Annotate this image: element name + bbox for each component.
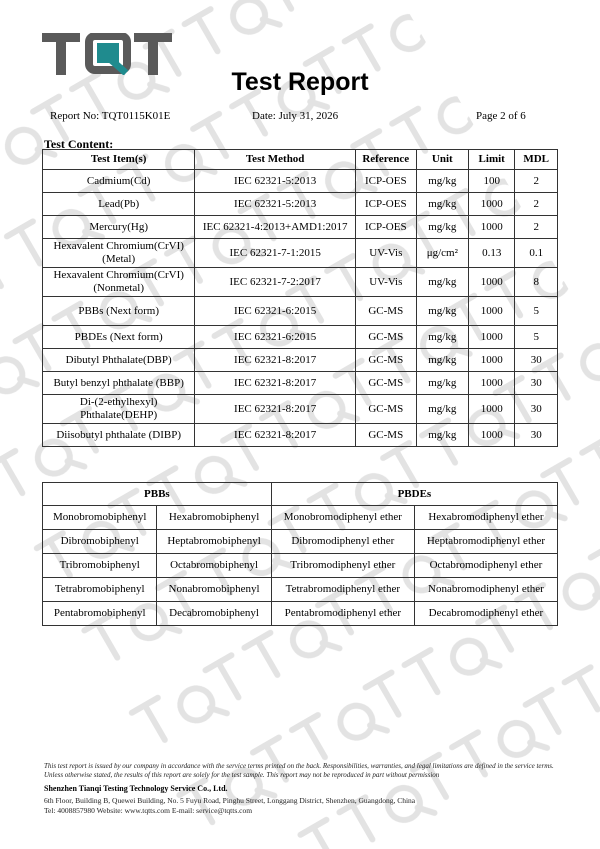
congener-cell: Pentabromodiphenyl ether (271, 602, 414, 626)
cell-mdl: 30 (515, 395, 558, 424)
cell-item: Di-(2-ethylhexyl) Phthalate(DEHP) (43, 395, 195, 424)
cell-limit: 0.13 (468, 239, 514, 268)
cell-unit: mg/kg (416, 395, 468, 424)
report-date: Date: July 31, 2026 (252, 110, 339, 122)
cell-ref: UV-Vis (355, 268, 416, 297)
cell-limit: 1000 (468, 372, 514, 395)
cell-unit: mg/kg (416, 297, 468, 326)
report-number: Report No: TQT0115K01E (50, 110, 171, 122)
cell-item: Lead(Pb) (43, 193, 195, 216)
cell-method: IEC 62321-7-1:2015 (195, 239, 356, 268)
congener-row (43, 506, 558, 530)
congener-cell: Monobromodiphenyl ether (271, 506, 414, 530)
test-content-table (42, 149, 558, 447)
cell-unit: mg/kg (416, 349, 468, 372)
cell-item: PBDEs (Next form) (43, 326, 195, 349)
cell-mdl: 5 (515, 326, 558, 349)
cell-item: Mercury(Hg) (43, 216, 195, 239)
table-row (43, 424, 558, 447)
company-contact: Tel: 4008857980 Website: www.tqtts.com E-mail: service@tqtts.com (44, 806, 253, 815)
congener-cell: Heptabromodiphenyl ether (414, 530, 557, 554)
cell-unit: mg/kg (416, 424, 468, 447)
cell-mdl: 2 (515, 193, 558, 216)
header-test-method: Test Method (195, 150, 356, 170)
cell-ref: GC-MS (355, 395, 416, 424)
congener-cell: Hexabromobiphenyl (157, 506, 271, 530)
table-row (43, 326, 558, 349)
congener-cell: Octabromodiphenyl ether (414, 554, 557, 578)
cell-unit: mg/kg (416, 326, 468, 349)
congener-row (43, 530, 558, 554)
cell-item: Butyl benzyl phthalate (BBP) (43, 372, 195, 395)
header-limit: Limit (468, 150, 514, 170)
congener-cell: Nonabromobiphenyl (157, 578, 271, 602)
congener-cell: Dibromodiphenyl ether (271, 530, 414, 554)
cell-method: IEC 62321-8:2017 (195, 349, 356, 372)
cell-mdl: 30 (515, 372, 558, 395)
congener-cell: Monobromobiphenyl (43, 506, 157, 530)
cell-limit: 1000 (468, 268, 514, 297)
cell-method: IEC 62321-8:2017 (195, 372, 356, 395)
congener-cell: Decabromodiphenyl ether (414, 602, 557, 626)
table-row (43, 268, 558, 297)
cell-limit: 1000 (468, 193, 514, 216)
congener-cell: Dibromobiphenyl (43, 530, 157, 554)
cell-mdl: 5 (515, 297, 558, 326)
congener-table (42, 482, 558, 626)
cell-limit: 100 (468, 170, 514, 193)
cell-item: Diisobutyl phthalate (DIBP) (43, 424, 195, 447)
table-row (43, 372, 558, 395)
header-unit: Unit (416, 150, 468, 170)
congener-row (43, 602, 558, 626)
cell-ref: GC-MS (355, 424, 416, 447)
congener-cell: Tetrabromobiphenyl (43, 578, 157, 602)
cell-item: Cadmium(Cd) (43, 170, 195, 193)
table-row (43, 297, 558, 326)
cell-method: IEC 62321-7-2:2017 (195, 268, 356, 297)
congener-row (43, 554, 558, 578)
cell-mdl: 2 (515, 216, 558, 239)
cell-ref: ICP-OES (355, 170, 416, 193)
cell-method: IEC 62321-6:2015 (195, 326, 356, 349)
header-pbbs: PBBs (43, 483, 272, 506)
cell-method: IEC 62321-4:2013+AMD1:2017 (195, 216, 356, 239)
cell-limit: 1000 (468, 326, 514, 349)
cell-limit: 1000 (468, 349, 514, 372)
cell-mdl: 30 (515, 349, 558, 372)
cell-item: Hexavalent Chromium(CrVI) (Metal) (43, 239, 195, 268)
table-row (43, 216, 558, 239)
cell-unit: mg/kg (416, 193, 468, 216)
company-name: Shenzhen Tianqi Testing Technology Service Co., Ltd. (44, 784, 228, 793)
congener-cell: Hexabromodiphenyl ether (414, 506, 557, 530)
cell-item: PBBs (Next form) (43, 297, 195, 326)
page-title: Test Report (231, 68, 369, 96)
cell-limit: 1000 (468, 297, 514, 326)
cell-method: IEC 62321-8:2017 (195, 424, 356, 447)
cell-ref: GC-MS (355, 372, 416, 395)
section-title: Test Content: (44, 137, 114, 151)
page-number: Page 2 of 6 (476, 110, 526, 122)
congener-cell: Tribromodiphenyl ether (271, 554, 414, 578)
table-row (43, 395, 558, 424)
cell-unit: mg/kg (416, 372, 468, 395)
congener-cell: Tetrabromodiphenyl ether (271, 578, 414, 602)
cell-method: IEC 62321-8:2017 (195, 395, 356, 424)
congener-cell: Nonabromodiphenyl ether (414, 578, 557, 602)
congener-cell: Decabromobiphenyl (157, 602, 271, 626)
cell-unit: mg/kg (416, 268, 468, 297)
table-row (43, 170, 558, 193)
cell-unit: μg/cm² (416, 239, 468, 268)
congener-row (43, 578, 558, 602)
cell-mdl: 0.1 (515, 239, 558, 268)
cell-ref: GC-MS (355, 349, 416, 372)
table-row (43, 193, 558, 216)
cell-limit: 1000 (468, 424, 514, 447)
disclaimer-text: This test report is issued by our company in accordance with the service terms printed on the back. Responsibilities, warranties, and legal limitations are defined in the service terms. Unless otherwise stated, the results of this report are solely for the test sample. This report may not be reproduced in part without permission (44, 762, 554, 779)
cell-ref: ICP-OES (355, 193, 416, 216)
cell-item: Hexavalent Chromium(CrVI) (Nonmetal) (43, 268, 195, 297)
header-test-item: Test Item(s) (43, 150, 195, 170)
header-mdl: MDL (515, 150, 558, 170)
congener-cell: Heptabromobiphenyl (157, 530, 271, 554)
cell-limit: 1000 (468, 216, 514, 239)
cell-mdl: 2 (515, 170, 558, 193)
congener-cell: Tribromobiphenyl (43, 554, 157, 578)
header-reference: Reference (355, 150, 416, 170)
cell-unit: mg/kg (416, 170, 468, 193)
table-row (43, 239, 558, 268)
cell-method: IEC 62321-5:2013 (195, 193, 356, 216)
cell-ref: UV-Vis (355, 239, 416, 268)
cell-mdl: 8 (515, 268, 558, 297)
company-address: 6th Floor, Building B, Quewei Building, No. 5 Fuyu Road, Pinghu Street, Longgang District, Shenzhen, Guangdong, China (44, 796, 416, 805)
table-row (43, 349, 558, 372)
cell-method: IEC 62321-5:2013 (195, 170, 356, 193)
cell-unit: mg/kg (416, 216, 468, 239)
congener-cell: Octabromobiphenyl (157, 554, 271, 578)
cell-ref: GC-MS (355, 326, 416, 349)
cell-method: IEC 62321-6:2015 (195, 297, 356, 326)
congener-cell: Pentabromobiphenyl (43, 602, 157, 626)
cell-ref: GC-MS (355, 297, 416, 326)
cell-ref: ICP-OES (355, 216, 416, 239)
header-pbdes: PBDEs (271, 483, 557, 506)
cell-item: Dibutyl Phthalate(DBP) (43, 349, 195, 372)
cell-limit: 1000 (468, 395, 514, 424)
cell-mdl: 30 (515, 424, 558, 447)
